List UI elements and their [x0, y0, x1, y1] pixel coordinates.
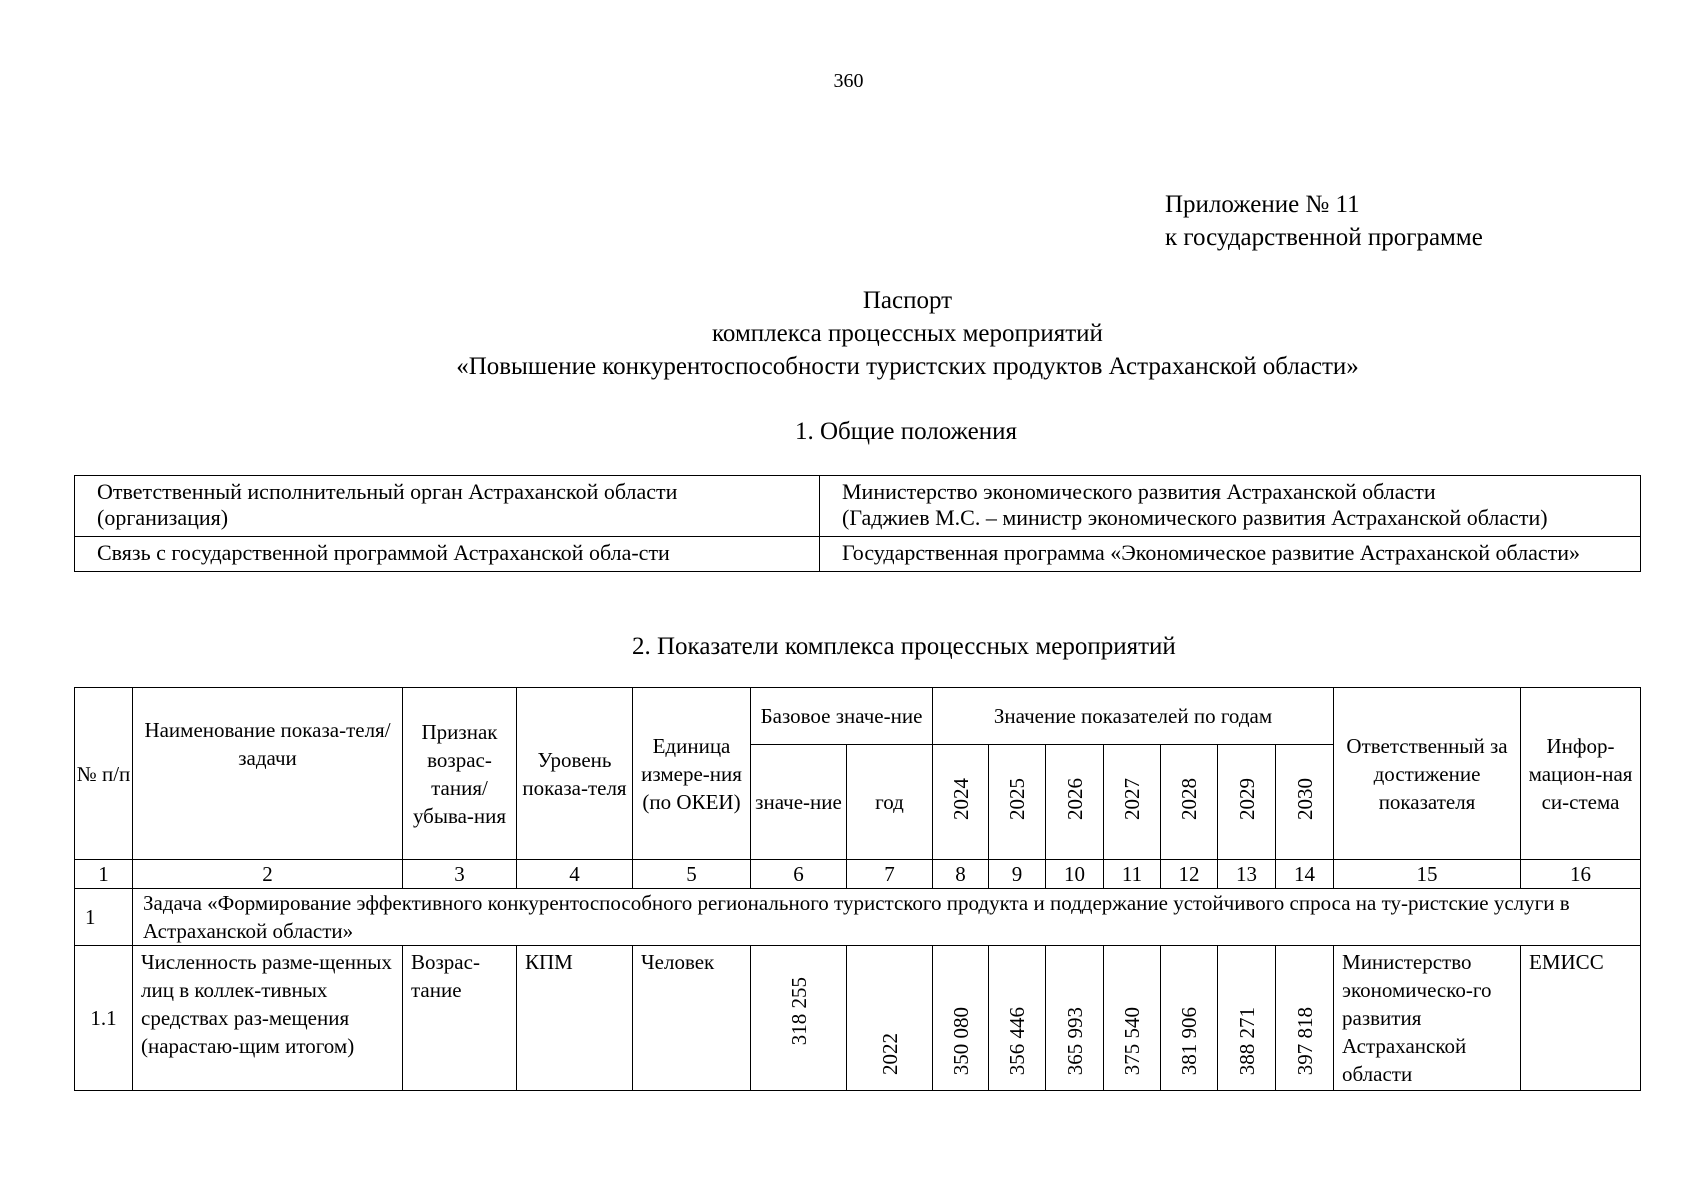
column-number: 2 [133, 860, 403, 889]
appendix-line-2: к государственной программе [1165, 224, 1483, 251]
indicator-value-2027 [1104, 946, 1161, 1091]
header-year-2025 [989, 745, 1046, 860]
column-number: 13 [1218, 860, 1276, 889]
indicator-info-system: ЕМИСС [1521, 946, 1641, 1091]
title-line-1: Паспорт [862, 287, 953, 314]
program-link-label: Связь с государственной программой Астраханской обла-сти [75, 537, 820, 572]
indicator-level: КПМ [517, 946, 633, 1091]
year-value-text: 397 818 [1292, 1006, 1317, 1075]
column-number: 1 [75, 860, 133, 889]
year-label: 2028 [1177, 777, 1201, 820]
indicator-trend: Возрас-тание [403, 946, 517, 1091]
column-number: 3 [403, 860, 517, 889]
header-base-value: значе-ние [751, 745, 847, 860]
header-year-2026 [1046, 745, 1104, 860]
column-number: 4 [517, 860, 633, 889]
header-year-2028 [1161, 745, 1218, 860]
indicator-value-2025 [989, 946, 1046, 1091]
year-value-text: 350 080 [948, 1006, 973, 1075]
indicator-unit: Человек [633, 946, 751, 1091]
column-number: 10 [1046, 860, 1104, 889]
general-provisions-table [74, 475, 1641, 572]
indicators-table [74, 687, 1641, 1091]
header-trend: Признак возрас-тания/ убыва-ния [403, 688, 517, 860]
column-number: 12 [1161, 860, 1218, 889]
header-by-years: Значение показателей по годам [933, 688, 1334, 745]
responsible-body-value-line-1: Министерство экономического развития Астраханской области [842, 479, 1436, 504]
header-year-2024 [933, 745, 989, 860]
column-number: 7 [847, 860, 933, 889]
column-number: 5 [633, 860, 751, 889]
year-label: 2024 [948, 777, 973, 820]
column-number: 8 [933, 860, 989, 889]
year-value-text: 388 271 [1234, 1006, 1259, 1075]
header-unit: Единица измере-ния (по ОКЕИ) [633, 688, 751, 860]
table-row [75, 537, 1641, 572]
indicator-row [75, 946, 1641, 1091]
header-base-year: год [847, 745, 933, 860]
header-responsible: Ответственный за достижение показателя [1334, 688, 1521, 860]
section1-heading: 1. Общие положения [795, 418, 1017, 445]
appendix-line-1: Приложение № 11 [1165, 191, 1360, 218]
responsible-body-value [820, 476, 1641, 537]
column-number: 15 [1334, 860, 1521, 889]
indicator-value-2028 [1161, 946, 1218, 1091]
year-label: 2025 [1005, 777, 1029, 820]
indicator-value-2026 [1046, 946, 1104, 1091]
indicator-base-value [751, 946, 847, 1091]
base-value-text: 318 255 [786, 977, 811, 1046]
year-value-text: 356 446 [1005, 1006, 1029, 1075]
header-level: Уровень показа-теля [517, 688, 633, 860]
indicator-value-2024 [933, 946, 989, 1091]
program-link-value: Государственная программа «Экономическое развитие Астраханской области» [820, 537, 1641, 572]
responsible-body-value-line-2: (Гаджиев М.С. – министр экономического развития Астраханской области) [842, 505, 1548, 530]
year-label: 2030 [1292, 777, 1317, 820]
column-number: 11 [1104, 860, 1161, 889]
column-number: 6 [751, 860, 847, 889]
column-numbers-row [75, 860, 1641, 889]
header-info-system: Инфор-мацион-ная си-стема [1521, 688, 1641, 860]
task-num: 1 [75, 889, 133, 946]
title-line-2: комплекса процессных мероприятий [712, 320, 1103, 347]
header-base: Базовое значе-ние [751, 688, 933, 745]
year-value-text: 381 906 [1177, 1006, 1201, 1075]
responsible-body-label: Ответственный исполнительный орган Астраханской области (организация) [75, 476, 820, 537]
header-year-2030 [1276, 745, 1334, 860]
indicator-value-2030 [1276, 946, 1334, 1091]
title-line-3: «Повышение конкурентоспособности туристских продуктов Астраханской области» [456, 353, 1359, 380]
year-label: 2027 [1120, 777, 1144, 820]
year-value-text: 375 540 [1120, 1006, 1144, 1075]
year-label: 2026 [1062, 777, 1087, 820]
year-label: 2029 [1234, 777, 1259, 820]
header-num: № п/п [75, 688, 133, 860]
column-number: 16 [1521, 860, 1641, 889]
indicator-name: Численность разме-щенных лиц в коллек-тивных средствах раз-мещения (нарастаю-щим итогом) [133, 946, 403, 1091]
indicator-responsible: Министерство экономическо-го развития Астраханской области [1334, 946, 1521, 1091]
indicator-num: 1.1 [75, 946, 133, 1091]
year-value-text: 365 993 [1062, 1006, 1087, 1075]
header-row-1 [75, 688, 1641, 745]
header-name: Наименование показа-теля/задачи [133, 688, 403, 860]
column-number: 14 [1276, 860, 1334, 889]
column-number: 9 [989, 860, 1046, 889]
document-title [0, 284, 1697, 383]
indicator-base-year [847, 946, 933, 1091]
indicator-value-2029 [1218, 946, 1276, 1091]
appendix-note [1165, 188, 1483, 254]
task-text: Задача «Формирование эффективного конкурентоспособного регионального туристского продукта и поддержание устойчивого спроса на ту-ристские услуги в Астраханской области» [133, 889, 1641, 946]
header-year-2027 [1104, 745, 1161, 860]
table-row [75, 476, 1641, 537]
base-year-text: 2022 [877, 1033, 902, 1075]
task-row [75, 889, 1641, 946]
header-year-2029 [1218, 745, 1276, 860]
page-number: 360 [833, 70, 864, 92]
section2-heading: 2. Показатели комплекса процессных мероприятий [632, 633, 1176, 660]
